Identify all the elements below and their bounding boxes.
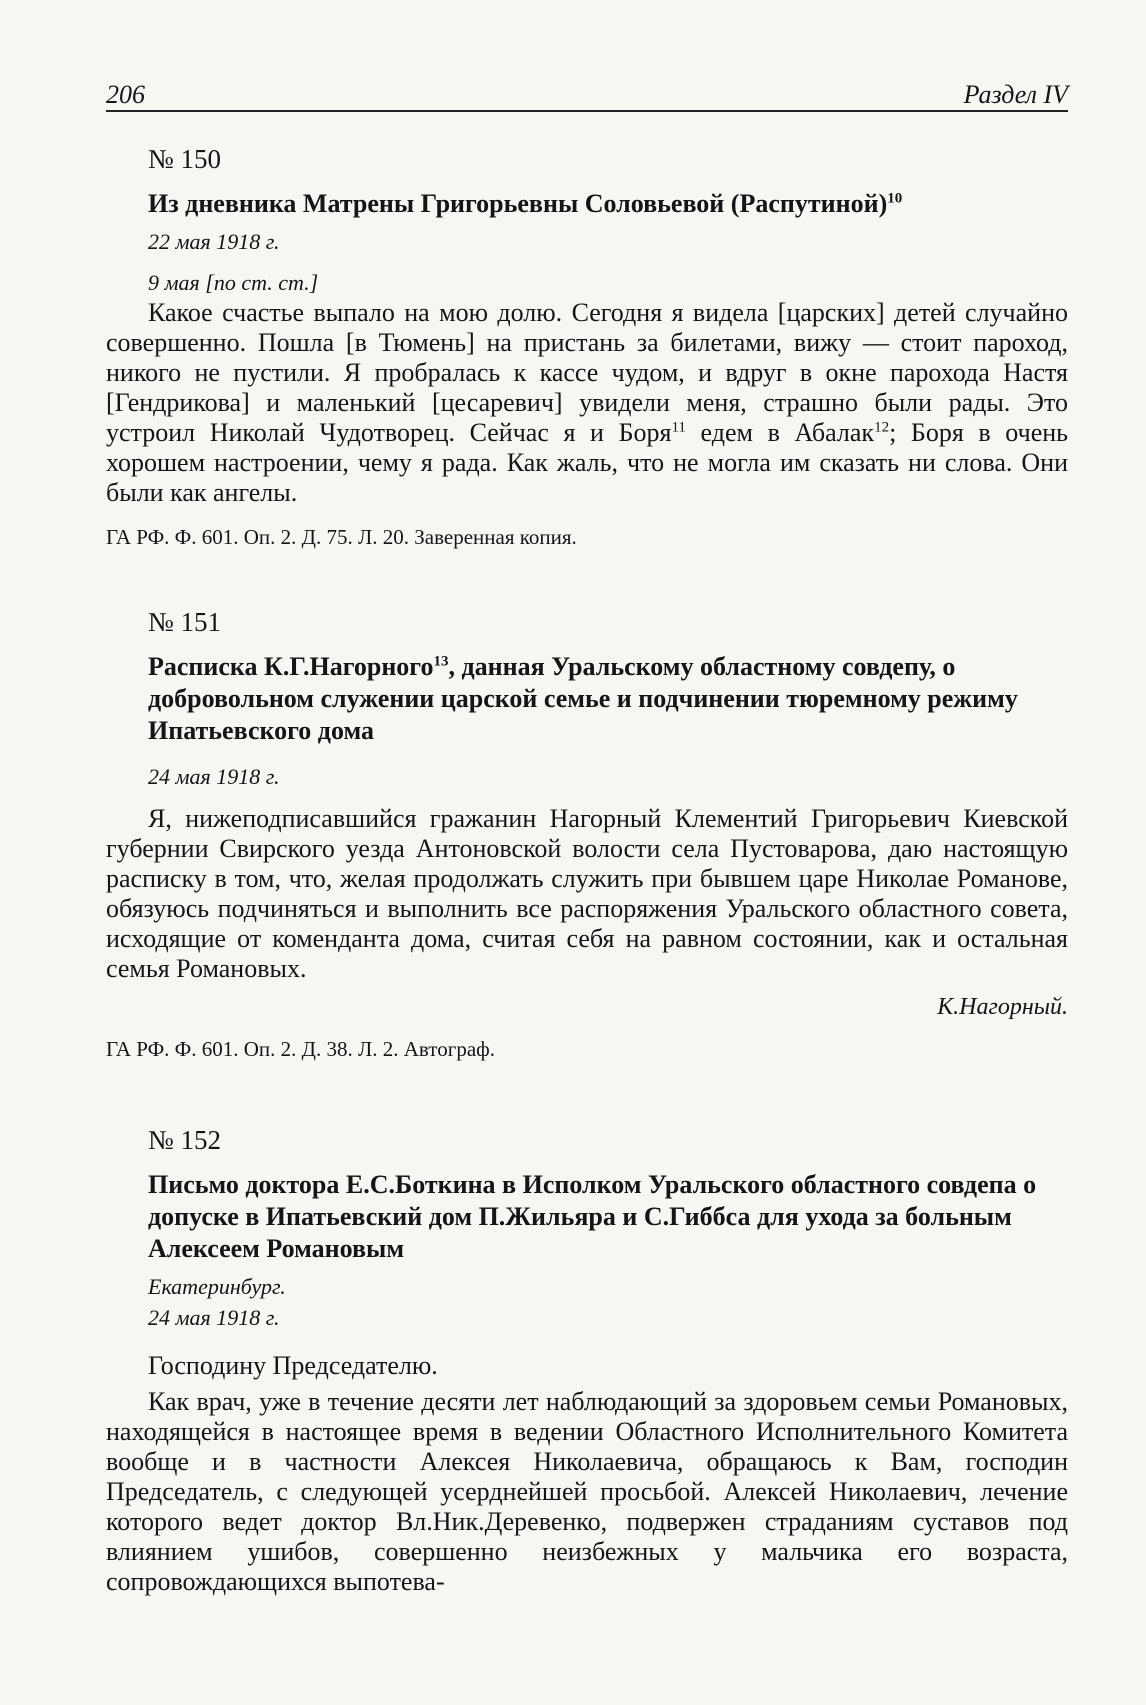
document-150: [106, 142, 1068, 552]
running-head: [106, 80, 1068, 110]
archive-source: ГА РФ. Ф. 601. Оп. 2. Д. 38. Л. 2. Автограф.: [106, 1037, 495, 1061]
letter-greeting: Господину Председателю.: [148, 1351, 438, 1380]
footnote-ref: 11: [671, 419, 686, 436]
signature: К.Нагорный.: [937, 994, 1068, 1020]
footnote-ref: 13: [433, 653, 449, 670]
document-date: 24 мая 1918 г.: [148, 764, 280, 789]
document-title: Письмо доктора Е.С.Боткина в Исполком Уральского областного совдепа о допуске в Ипатьевский дом П.Жильяра и С.Гиббса для ухода за больным Алексеем Романовым: [148, 1170, 1037, 1263]
document-date: 22 мая 1918 г.: [148, 229, 280, 254]
document-title: Из дневника Матрены Григорьевны Соловьевой (Распутиной)$^{10}$: [148, 189, 903, 218]
document-number: № 152: [148, 1125, 222, 1155]
document-body: Какое счастье выпало на мою долю. Сегодня я видела [царских] детей случайно совершенно. Пошла [в Тюмень] на пристань за билетами, вижу — стоит пароход, никого не пустили. Я пробралась к кассе чудом, и вдруг в окне парохода Настя [Гендрикова] и маленький [цесаревич] увидели меня, страшно были рады. Это устроил Николай Чудотворец. Сейчас я и Боря$^{11}$ едем в Абалак$^{12}$; Боря в очень хорошем настроении, чему я рада. Как жаль, что не могла им сказать ни слова. Они были как ангелы.: [106, 298, 1069, 507]
footnote-ref: 10: [887, 190, 903, 207]
footnote-ref: 12: [874, 419, 890, 436]
document-place: Екатеринбург.: [148, 1274, 286, 1299]
document-body: Я, нижеподписавшийся гражанин Нагорный Клементий Григорьевич Киевской губернии Свирского уезда Антоновской волости села Пустоварова, даю настоящую расписку в том, что, желая продолжать служить при бывшем царе Николае Романове, обязуюсь подчиняться и выполнить все распоряжения Уральского областного совета, исходящие от коменданта дома, считая себя на равном состоянии, как и остальная семья Романовых.: [106, 804, 1068, 983]
document-title: Расписка К.Г.Нагорного$^{13}$, данная Уральскому областному совдепу, о добровольном служении царской семье и подчинении тюремному режиму Ипатьевского дома: [148, 652, 1018, 745]
document-body: Как врач, уже в течение десяти лет наблюдающий за здоровьем семьи Романовых, находящейся в настоящее время в ведении Областного Исполнительного Комитета вообще и в частности Алексея Николаевича, обращаюсь к Вам, господин Председатель, с следующей усерднейшей просьбой. Алексей Николаевич, лечение которого ведет доктор Вл.Ник.Деревенко, подвержен страданиям суставов под влиянием ушибов, совершенно неизбежных у мальчика его возраста, сопровождающихся выпотева-: [106, 1387, 1068, 1596]
document-number: № 150: [148, 144, 222, 174]
page-number: 206: [106, 80, 145, 109]
document-151: [106, 605, 1068, 1064]
header-rule: [106, 110, 1068, 112]
document-date: 24 мая 1918 г.: [148, 1305, 280, 1330]
document-date-old-style: 9 мая [по ст. ст.]: [148, 270, 319, 295]
archive-source: ГА РФ. Ф. 601. Оп. 2. Д. 75. Л. 20. Заверенная копия.: [106, 525, 577, 549]
document-number: № 151: [148, 607, 222, 637]
document-152: [106, 1123, 1068, 1597]
section-label: Раздел IV: [963, 80, 1068, 109]
